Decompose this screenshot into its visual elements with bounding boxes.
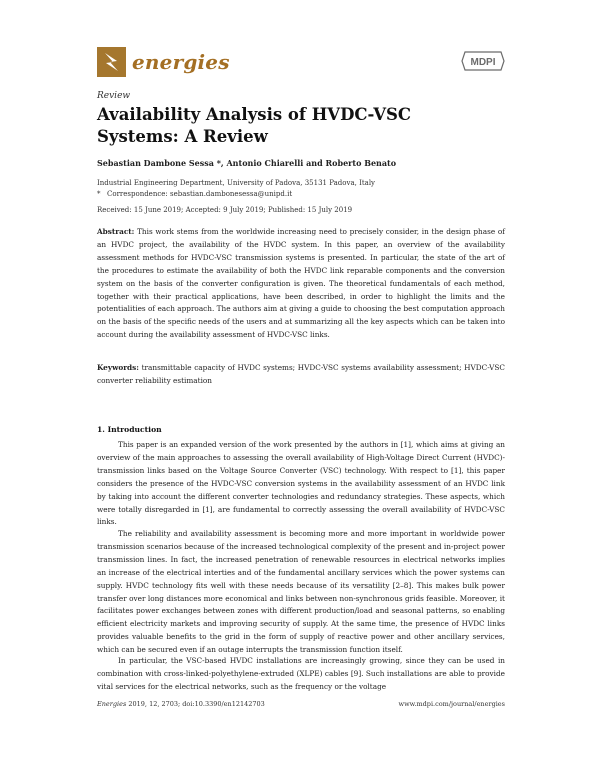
affiliation: Industrial Engineering Department, University of Padova, 35131 Padova, Italy [97,179,376,187]
body-paragraph: This paper is an expanded version of the work presented by the authors in [1], which aims at giving an overview of the main approaches to assessing the overall availability of High-Voltage Direct Current (HVDC)-transmission links based on the Voltage Source Converter (VSC) technology. With respect to [1], this paper considers the presence of the HVDC-VSC conversion systems in the availability assessment of an HVDC link by taking into account the different converter technologies and redundancy strategies. These aspects, which were totally disregarded in [1], are fundamental to correctly assessing the overall availability of HVDC-VSC links. [97,440,505,527]
body-paragraph: The reliability and availability assessment is becoming more and more important in worldwide power transmission scenarios because of the increased technological complexity of the present and in-project power transmission lines. In fact, the increased penetration of renewable resources in electrical networks implies an increase of the electrical interties and of the fundamental ancillary services which the power systems can supply. HVDC technology fits well with these needs because of its versatility [2–8]. This makes bulk power transfer over long distances more economical and links between non-synchronous grids feasible. Moreover, it facilitates power exchanges between zones with different production/load and seasonal patterns, so enabling efficient electricity markets and improving security of supply. At the same time, the presence of HVDC links provides valuable benefits to the grid in the form of supply of reactive power and other ancillary services, which can be secured even if an outage interrupts the transmission function itself. [97,529,505,655]
keywords-text: transmittable capacity of HVDC systems; HVDC-VSC systems availability assessment; HVDC-VSC converter reliability estimation [97,363,505,385]
section-heading: 1. Introduction [97,425,162,434]
body-paragraph: In particular, the VSC-based HVDC installations are increasingly growing, since they can be used in combination with cross-linked-polyethylene-extruded (XLPE) cables [9]. Such installations are able to provide vital services for the electrical networks, such as the frequency or the voltage [97,656,505,691]
footer-journal: Energies [97,700,127,708]
article-type: Review [97,91,131,101]
journal-name[interactable]: energies [132,50,230,74]
paper-title: Availability Analysis of HVDC-VSC Systems: A Review [97,105,412,146]
abstract [97,226,505,342]
keywords-label: Keywords: [97,363,139,372]
correspondence-text[interactable]: Correspondence: sebastian.dambonesessa@unipd.it [107,190,293,198]
correspondence [97,189,292,199]
author-list: Sebastian Dambone Sessa *, Antonio Chiarelli and Roberto Benato [97,158,397,168]
energies-logo-icon [97,47,126,77]
abstract-label: Abstract: [97,227,135,236]
abstract-text: This work stems from the worldwide increasing need to precisely consider, in the design phase of an HVDC project, the availability of the HVDC system. In this paper, an overview of the availability assessment methods for HVDC-VSC transmission systems is presented. In particular, the state of the art of the procedures to estimate the availability of both the HVDC link reparable components and the conversion system on the basis of the converter configuration is given. The theoretical fundamentals of each method, together with their practical applications, have been described, in order to highlight the limits and the potentialities of each approach. The authors aim at giving a guide to choosing the best computation approach on the basis of the specific needs of the users and at summarizing all the key aspects which can be taken into account during the availability assessment of HVDC-VSC links. [97,227,505,340]
correspondence-mark: * [97,190,101,198]
keywords [97,362,505,388]
mdpi-logo-text: MDPI [470,57,496,68]
footer-url[interactable]: www.mdpi.com/journal/energies [398,700,505,708]
mdpi-logo[interactable] [461,50,505,72]
footer-citation [97,700,265,708]
footer-citation-text: 2019, 12, 2703; doi:10.3390/en12142703 [128,700,265,708]
publication-dates: Received: 15 June 2019; Accepted: 9 July 2019; Published: 15 July 2019 [97,206,353,214]
